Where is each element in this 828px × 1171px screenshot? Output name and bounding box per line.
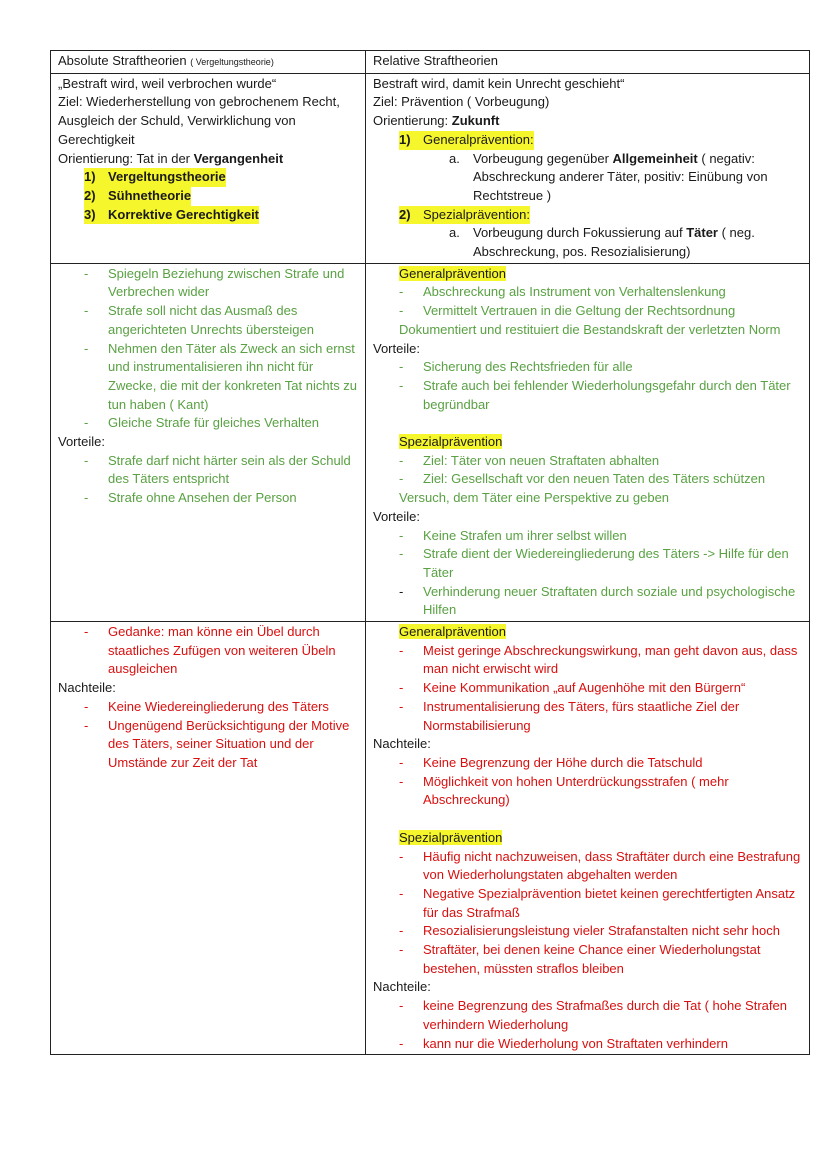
relative-quote: Bestraft wird, damit kein Unrecht geschieht“ [373, 75, 625, 91]
list-item: - Instrumentalisierung des Täters, fürs staatliche Ziel der Normstabilisierung [399, 698, 740, 733]
advantages-label: Vorteile: [373, 508, 420, 524]
comparison-table [50, 50, 810, 1055]
sub-item: a. Vorbeugung durch Fokussierung auf Täter ( neg. Abschreckung, pos. Resozialisierung) [449, 225, 755, 260]
list-item: - Gedanke: man könne ein Übel durch staatliches Zufügen von weiteren Übeln ausgleichen [84, 624, 336, 677]
list-item: - Keine Kommunikation „auf Augenhöhe mit den Bürgern“ [399, 680, 746, 696]
list-item: - Vermittelt Vertrauen in die Geltung der Rechtsordnung [399, 303, 736, 319]
list-item: - Verhinderung neuer Straftaten durch soziale und psychologische Hilfen [399, 583, 796, 618]
definition-row [51, 73, 810, 263]
absolute-disadvantages-cell [51, 622, 366, 1055]
list-item: - Ziel: Täter von neuen Straftaten abhalten [399, 452, 660, 468]
absolute-definition-cell [51, 73, 366, 263]
list-item: - Strafe soll nicht das Ausmaß des angerichteten Unrechts übersteigen [84, 303, 314, 337]
disadvantages-label: Nachteile: [58, 680, 116, 696]
numbered-item: 1) Vergeltungstheorie [84, 168, 359, 187]
list-item: - Möglichkeit von hohen Unterdrückungsstrafen ( mehr Abschreckung) [399, 773, 729, 808]
section-heading: Generalprävention [399, 624, 506, 640]
section-heading: Spezialprävention [399, 434, 503, 450]
list-item: - Keine Wiedereingliederung des Täters [84, 698, 329, 714]
paragraph: Versuch, dem Täter eine Perspektive zu geben [399, 490, 670, 506]
list-item: - Strafe dient der Wiedereingliederung des Täters -> Hilfe für den Täter [399, 546, 789, 580]
advantages-label: Vorteile: [58, 434, 105, 450]
disadvantages-row [51, 622, 810, 1055]
advantages-row [51, 263, 810, 621]
list-item: - Nehmen den Täter als Zweck an sich ernst und instrumentalisieren ihn nicht für Zwecke, die mit der konkreten Tat nichts zu tun haben ( Kant) [84, 340, 358, 412]
numbered-item: 2) Sühnetheorie [84, 187, 359, 206]
sub-item: a. Vorbeugung gegenüber Allgemeinheit ( negativ: Abschreckung anderer Täter, positiv: Einübung von Rechtstreue ) [449, 150, 768, 203]
list-item: - Gleiche Strafe für gleiches Verhalten [84, 415, 320, 431]
relative-goal: Ziel: Prävention ( Vorbeugung) [373, 94, 550, 110]
relative-orientation: Orientierung: Zukunft [373, 113, 500, 129]
advantages-label: Vorteile: [373, 340, 420, 356]
relative-disadvantages-cell [366, 622, 810, 1055]
list-item: - Meist geringe Abschreckungswirkung, man geht davon aus, dass man nicht erwischt wird [399, 642, 798, 677]
disadvantages-label: Nachteile: [373, 736, 431, 752]
list-item: - Abschreckung als Instrument von Verhaltenslenkung [399, 284, 726, 300]
list-item: - Negative Spezialprävention bietet keinen gerechtfertigten Ansatz für das Strafmaß [399, 885, 796, 920]
list-item: - Ziel: Gesellschaft vor den neuen Taten des Täters schützen [399, 471, 766, 487]
list-item: - keine Begrenzung des Strafmaßes durch die Tat ( hohe Strafen verhindern Wiederholung [399, 998, 787, 1032]
list-item: - Sicherung des Rechtsfrieden für alle [399, 359, 633, 375]
section-heading: Spezialprävention [399, 829, 503, 845]
list-item: - kann nur die Wiederholung von Straftaten verhindern [399, 1035, 728, 1051]
list-item: - Häufig nicht nachzuweisen, dass Straftäter durch eine Bestrafung von Wiederholungstaten abgehalten werden [399, 848, 801, 883]
numbered-item: 2) Spezialprävention: [399, 206, 803, 225]
absolute-title: Absolute Straftheorien [58, 53, 187, 68]
relative-advantages-cell [366, 263, 810, 621]
section-heading: Generalprävention [399, 265, 506, 281]
absolute-note: ( Vergeltungstheorie) [190, 57, 274, 67]
absolute-orientation: Orientierung: Tat in der Vergangenheit [58, 150, 284, 166]
list-item: - Ungenügend Berücksichtigung der Motive des Täters, seiner Situation und der Umstände zur Zeit der Tat [84, 717, 350, 770]
list-item: - Spiegeln Beziehung zwischen Strafe und Verbrechen wider [84, 265, 345, 300]
list-item: - Strafe darf nicht härter sein als der Schuld des Täters entspricht [84, 452, 351, 487]
absolute-goal: Ziel: Wiederherstellung von gebrochenem Recht, Ausgleich der Schuld, Verwirklichung von Gerechtigkeit [58, 94, 340, 147]
header-absolute [51, 51, 366, 74]
list-item: - Resozialisierungsleistung vieler Strafanstalten nicht sehr hoch [399, 923, 780, 939]
list-item: - Strafe auch bei fehlender Wiederholungsgefahr durch den Täter begründbar [399, 377, 791, 412]
numbered-item: 1) Generalprävention: [399, 131, 803, 150]
list-item: - Straftäter, bei denen keine Chance einer Wiederholungstat bestehen, müssten straflos bleiben [399, 942, 761, 976]
list-item: - Keine Begrenzung der Höhe durch die Tatschuld [399, 755, 703, 770]
numbered-item: 3) Korrektive Gerechtigkeit [84, 206, 359, 225]
absolute-advantages-cell [51, 263, 366, 621]
disadvantages-label: Nachteile: [373, 979, 431, 995]
absolute-quote: „Bestraft wird, weil verbrochen wurde“ [58, 75, 277, 91]
relative-title: Relative Straftheorien [373, 53, 499, 68]
relative-definition-cell [366, 73, 810, 263]
paragraph: Dokumentiert und restituiert die Bestandskraft der verletzten Norm [399, 321, 781, 337]
header-relative [366, 51, 810, 74]
header-row [51, 51, 810, 74]
list-item: - Keine Strafen um ihrer selbst willen [399, 527, 627, 543]
list-item: - Strafe ohne Ansehen der Person [84, 490, 297, 506]
